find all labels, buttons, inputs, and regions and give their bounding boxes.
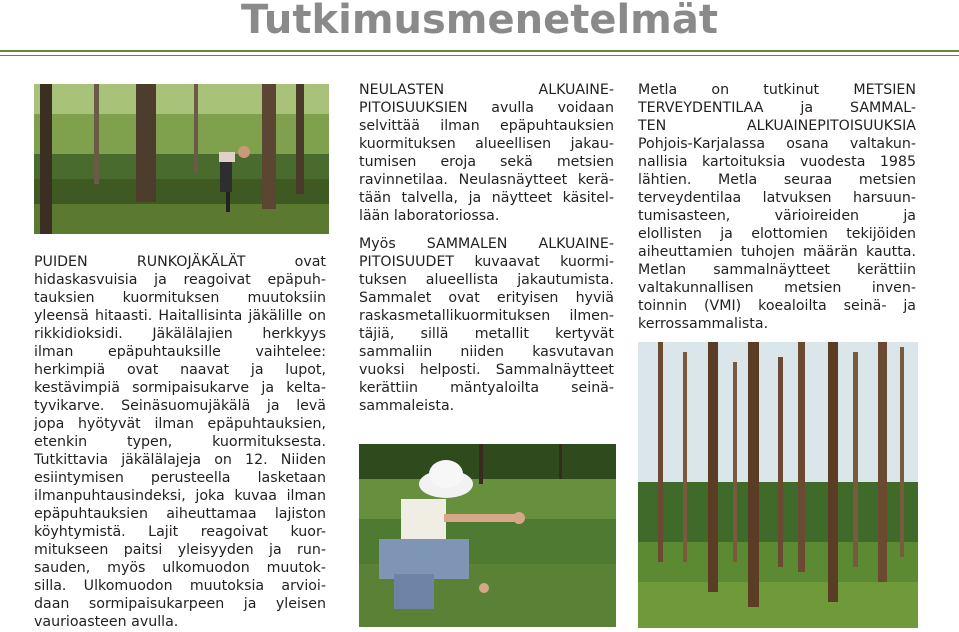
text-line: tyvikarve. Seinäsuomujäkälä ja levä — [34, 398, 326, 414]
text-line: yleensä hitaasti. Haitallisinta jäkälille on — [34, 308, 326, 324]
text-line: terveydentilaa latvuksen harsuun- — [638, 190, 916, 206]
text-line: jopa hyötyvät ilman epäpuhtauksien, — [34, 416, 326, 432]
text-line: daan sormipaisukarpeen ja yleisen — [34, 596, 326, 612]
text-line: sauden, myös ulkomuodon muutok- — [34, 560, 326, 576]
text-line: ilman epäpuhtauksille vaihtelee: — [34, 344, 326, 360]
forest-surveyor-photo — [34, 84, 329, 234]
text-line: täjiä, sillä metallit kertyvät — [359, 326, 614, 342]
text-line: PITOISUUDET kuvaavat kuormi- — [359, 254, 614, 270]
text-line: Pohjois-Karjalassa osana valtakun- — [638, 136, 916, 152]
text-line: kuormituksen alueellisen jakau- — [359, 136, 614, 152]
pine-stand-photo — [638, 342, 918, 628]
text-line: rikkidioksidi. Jäkälälajien herkkyys — [34, 326, 326, 342]
woman-picking-photo — [359, 444, 616, 627]
page-title: Tutkimusmenetelmät — [241, 0, 718, 43]
text-line: PITOISUUKSIEN avulla voidaan — [359, 100, 614, 116]
text-line: etenkin typen, kuormituksesta. — [34, 434, 326, 450]
text-line: kestävimpiä sormipaisukarve ja kelta- — [34, 380, 326, 396]
text-line: raskasmetallikuormituksen ilmen- — [359, 308, 614, 324]
text-line: Myös SAMMALEN ALKUAINE- — [359, 236, 614, 252]
text-line: Sammalet ovat erityisen hyviä — [359, 290, 614, 306]
text-line: silla. Ulkomuodon muutoksia arvioi- — [34, 578, 326, 594]
text-line: TERVEYDENTILAA ja SAMMAL- — [638, 100, 916, 116]
text-line: nallisia kartoituksia vuodesta 1985 — [638, 154, 916, 170]
text-line: Tutkittavia jäkälälajeja on 12. Niiden — [34, 452, 326, 468]
title-divider-thin — [0, 55, 959, 56]
text-line: vaurioasteen avulla. — [34, 614, 179, 630]
right-column-text — [638, 81, 916, 333]
text-line: esiintymisen perusteella lasketaan — [34, 470, 326, 486]
text-line: Metlan sammalnäytteet kerättiin — [638, 262, 916, 278]
text-line: aiheuttamien tuhojen määrän kautta. — [638, 244, 916, 260]
text-line: köyhtymistä. Lajit reagoivat kuor- — [34, 524, 326, 540]
text-line: ilmanpuhtausindeksi, joka kuvaa ilman — [34, 488, 326, 504]
text-line: tumisen eroja sekä metsien — [359, 154, 614, 170]
text-line: kerrossammalista. — [638, 316, 769, 332]
text-line: herkimpiä ovat naavat ja lupot, — [34, 362, 326, 378]
text-line: vuoksi helposti. Sammalnäytteet — [359, 362, 614, 378]
text-line: tauksien kuormituksen muutoksiin — [34, 290, 326, 306]
text-line: valtakunnallisen metsien inven- — [638, 280, 916, 296]
left-column-text — [34, 253, 326, 631]
text-line: tään talvella, ja näytteet käsitel- — [359, 190, 614, 206]
text-line: ravinnetilaa. Neulasnäytteet kerä- — [359, 172, 614, 188]
text-line: Metla on tutkinut METSIEN — [638, 82, 916, 98]
text-line: tuksen alueellista jakautumista. — [359, 272, 614, 288]
text-line: hidaskasvuisia ja reagoivat epäpuh- — [34, 272, 326, 288]
text-line: lähtien. Metla seuraa metsien — [638, 172, 916, 188]
text-line: TEN ALKUAINEPITOISUUKSIA — [638, 118, 916, 134]
text-line: tumisasteen, värioireiden ja — [638, 208, 916, 224]
text-line: sammaliin niiden kasvutavan — [359, 344, 614, 360]
moss-paragraph — [359, 235, 614, 415]
title-divider — [0, 50, 959, 52]
text-line: PUIDEN RUNKOJÄKÄLÄT ovat — [34, 254, 326, 270]
needle-paragraph — [359, 81, 614, 225]
text-line: lään laboratoriossa. — [359, 208, 500, 224]
text-line: mitukseen paitsi yleisyyden ja run- — [34, 542, 326, 558]
text-line: epäpuhtauksien aiheuttamaa lajiston — [34, 506, 326, 522]
middle-column-text — [359, 81, 614, 415]
text-line: kerättiin mäntyaloilta seinä- — [359, 380, 614, 396]
text-line: NEULASTEN ALKUAINE- — [359, 82, 614, 98]
text-line: elollisten ja elottomien tekijöiden — [638, 226, 916, 242]
metla-paragraph — [638, 81, 916, 333]
text-line: sammaleista. — [359, 398, 455, 414]
lichen-paragraph — [34, 253, 326, 631]
text-line: selvittää ilman epäpuhtauksien — [359, 118, 614, 134]
text-line: toinnin (VMI) koealoilta seinä- ja — [638, 298, 916, 314]
